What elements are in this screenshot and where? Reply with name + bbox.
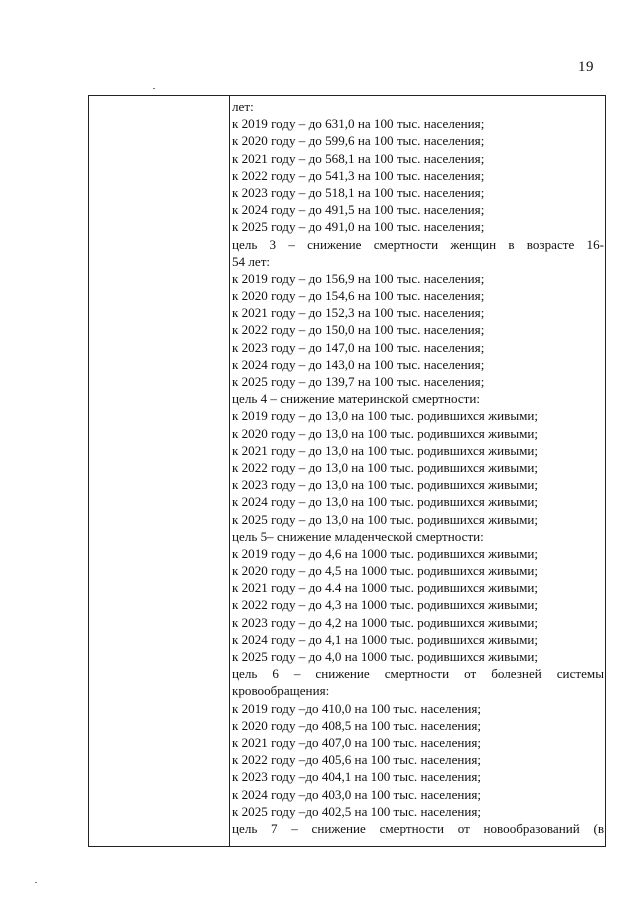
- text-line: к 2020 году – до 599,6 на 100 тыс. населения;: [232, 133, 485, 149]
- page-number: 19: [578, 59, 594, 75]
- text-line: к 2025 году – до 13,0 на 100 тыс. родившихся живыми;: [232, 511, 539, 527]
- text-line: к 2020 году – до 4,5 на 1000 тыс. родившихся живыми;: [232, 563, 539, 579]
- text-line: к 2023 году –до 404,1 на 100 тыс. населения;: [232, 769, 482, 785]
- text-line: к 2022 году – до 541,3 на 100 тыс. населения;: [232, 167, 485, 183]
- text-line: лет:: [232, 99, 254, 114]
- text-line: к 2019 году –до 410,0 на 100 тыс. населения;: [232, 700, 482, 716]
- scan-speck: [35, 882, 37, 883]
- text-line: к 2022 году –до 405,6 на 100 тыс. населения;: [232, 752, 482, 768]
- text-line: к 2023 году – до 147,0 на 100 тыс. населения;: [232, 339, 485, 355]
- text-line: к 2021 году – до 4.4 на 1000 тыс. родившихся живыми;: [232, 580, 539, 596]
- text-line: к 2025 году – до 491,0 на 100 тыс. населения;: [232, 219, 485, 235]
- text-line: к 2023 году – до 518,1 на 100 тыс. населения;: [232, 184, 485, 200]
- table-right-cell: [232, 98, 604, 837]
- text-line: 54 лет:: [232, 253, 271, 269]
- scan-speck: [153, 88, 155, 89]
- text-line: кровообращения:: [232, 683, 330, 699]
- text-line: к 2020 году –до 408,5 на 100 тыс. населения;: [232, 717, 482, 733]
- text-line: к 2019 году – до 631,0 на 100 тыс. населения;: [232, 116, 485, 132]
- text-line: к 2024 году – до 13,0 на 100 тыс. родившихся живыми;: [232, 494, 539, 510]
- text-line: к 2025 году – до 139,7 на 100 тыс. населения;: [232, 374, 485, 389]
- text-line: к 2021 году – до 152,3 на 100 тыс. населения;: [232, 305, 485, 321]
- document-table: [88, 95, 606, 847]
- text-line: к 2024 году – до 491,5 на 100 тыс. населения;: [232, 202, 485, 218]
- text-line: к 2024 году –до 403,0 на 100 тыс. населения;: [232, 786, 482, 802]
- text-line: к 2022 году – до 13,0 на 100 тыс. родившихся живыми;: [232, 459, 539, 475]
- text-line: к 2023 году – до 4,2 на 1000 тыс. родившихся живыми;: [232, 614, 539, 630]
- text-line: к 2021 году –до 407,0 на 100 тыс. населения;: [232, 734, 482, 750]
- text-line: к 2022 году – до 4,3 на 1000 тыс. родившихся живыми;: [232, 597, 539, 613]
- text-line: к 2019 году – до 156,9 на 100 тыс. населения;: [232, 270, 485, 286]
- text-line: к 2025 году – до 4,0 на 1000 тыс. родившихся живыми;: [232, 649, 539, 664]
- text-line: к 2024 году – до 143,0 на 100 тыс. населения;: [232, 356, 485, 372]
- text-line: к 2020 году – до 154,6 на 100 тыс. населения;: [232, 288, 485, 304]
- text-line: к 2019 году – до 4,6 на 1000 тыс. родившихся живыми;: [232, 545, 539, 561]
- text-line: цель 3 – снижение смертности женщин в возрасте 16-: [232, 236, 604, 252]
- text-line: к 2021 году – до 568,1 на 100 тыс. населения;: [232, 150, 485, 166]
- text-line: цель 6 – снижение смертности от болезней системы: [232, 666, 604, 682]
- text-line: к 2023 году – до 13,0 на 100 тыс. родившихся живыми;: [232, 477, 539, 493]
- column-divider: [229, 96, 230, 846]
- text-line: к 2020 году – до 13,0 на 100 тыс. родившихся живыми;: [232, 425, 539, 441]
- text-line: цель 7 – снижение смертности от новообразований (в: [232, 820, 604, 836]
- text-line: цель 4 – снижение материнской смертности:: [232, 391, 481, 407]
- text-line: цель 5– снижение младенческой смертности:: [232, 528, 484, 544]
- text-line: к 2021 году – до 13,0 на 100 тыс. родившихся живыми;: [232, 442, 539, 458]
- text-line: к 2025 году –до 402,5 на 100 тыс. населения;: [232, 803, 482, 819]
- text-line: к 2024 году – до 4,1 на 1000 тыс. родившихся живыми;: [232, 631, 539, 647]
- text-line: к 2019 году – до 13,0 на 100 тыс. родившихся живыми;: [232, 408, 539, 424]
- text-line: к 2022 году – до 150,0 на 100 тыс. населения;: [232, 322, 485, 338]
